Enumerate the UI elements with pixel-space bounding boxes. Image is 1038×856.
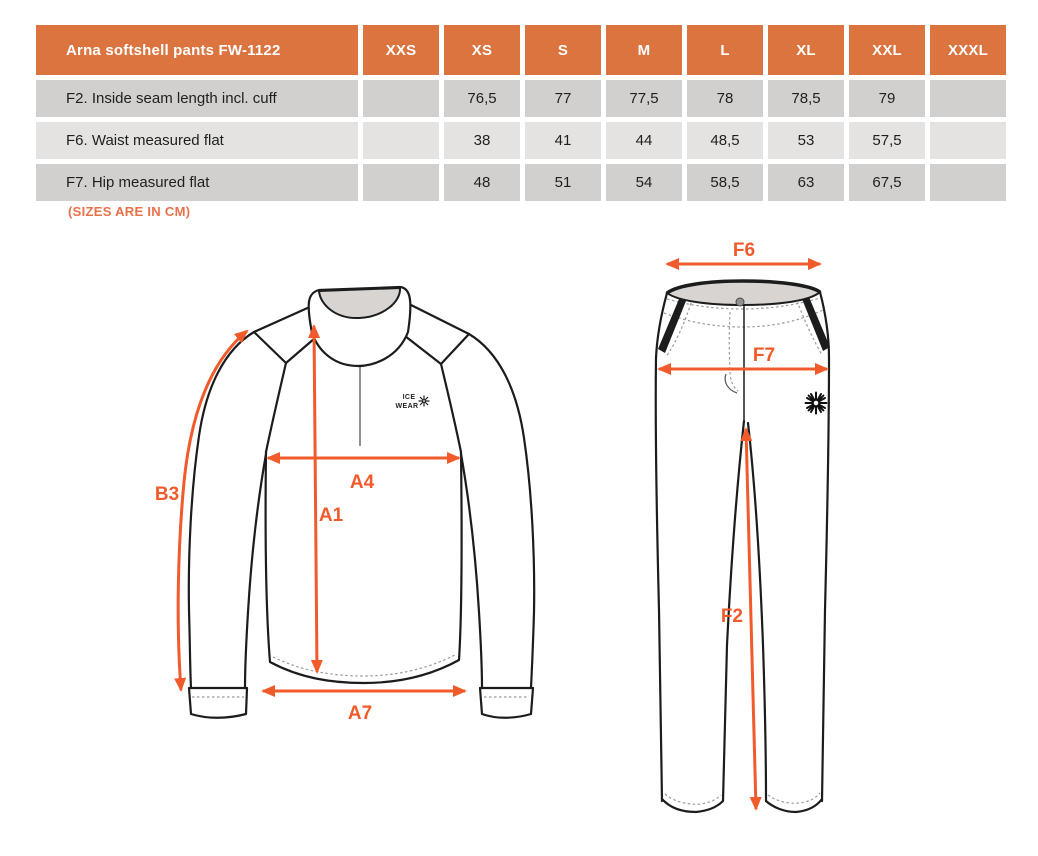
f6-label: F6 <box>732 240 756 261</box>
f2-measure-arrow <box>746 429 756 809</box>
table-cell: 48 <box>444 164 520 201</box>
size-header-s: S <box>525 25 601 75</box>
snowflake-icon <box>806 393 827 414</box>
icewear-logo-line2: WEAR <box>395 403 419 410</box>
b3-label: B3 <box>154 484 180 505</box>
table-cell: 44 <box>606 122 682 159</box>
table-cell: 76,5 <box>444 80 520 117</box>
table-cell: 51 <box>525 164 601 201</box>
jacket-right-shoulder-seam <box>405 303 469 364</box>
table-cell: 63 <box>768 164 844 201</box>
table-cell: 67,5 <box>849 164 925 201</box>
table-cell: 78 <box>687 80 763 117</box>
jacket-right-cuff <box>480 688 533 718</box>
table-cell <box>930 164 1006 201</box>
jacket-hem-stitch <box>273 655 455 676</box>
f7-label: F7 <box>752 345 776 366</box>
pants-left-hem <box>662 799 723 812</box>
table-cell <box>363 122 439 159</box>
jacket-right-sleeve-inner <box>461 454 482 688</box>
f2-label: F2 <box>720 606 743 627</box>
left-pocket-trim <box>658 299 686 353</box>
right-pocket-stitch <box>797 301 822 355</box>
pants-right-inseam <box>748 423 766 801</box>
waistband-stitch-top <box>667 298 820 309</box>
pants-drawing <box>656 240 830 812</box>
size-header-xxxl: XXXL <box>930 25 1006 75</box>
pants-right-hem-stitch <box>768 793 820 803</box>
table-cell <box>930 122 1006 159</box>
pants-left-inseam <box>720 421 744 801</box>
jacket-left-shoulder-seam <box>254 306 315 363</box>
table-product-header: Arna softshell pants FW-1122 <box>36 25 358 75</box>
jacket-left-cuff <box>189 688 247 718</box>
table-cell: 77,5 <box>606 80 682 117</box>
waistband-stitch-bottom <box>664 310 823 327</box>
pants-right-hem <box>766 799 822 812</box>
waist-opening <box>667 281 820 305</box>
table-cell: 48,5 <box>687 122 763 159</box>
pants-left-outer <box>656 293 667 801</box>
a1-label: A1 <box>318 505 344 526</box>
table-cell: 58,5 <box>687 164 763 201</box>
row-label-f6: F6. Waist measured flat <box>36 122 358 159</box>
size-header-xl: XL <box>768 25 844 75</box>
row-label-f7: F7. Hip measured flat <box>36 164 358 201</box>
right-pocket-trim <box>802 297 830 351</box>
size-header-m: M <box>606 25 682 75</box>
table-cell: 38 <box>444 122 520 159</box>
jacket-left-sleeve <box>189 332 254 688</box>
a7-label: A7 <box>347 703 373 724</box>
waist-top-edge <box>667 281 820 293</box>
icewear-logo-line1: ICE <box>402 394 416 401</box>
collar-opening <box>319 288 400 318</box>
sizes-note: (SIZES ARE IN CM) <box>68 204 191 219</box>
table-cell: 53 <box>768 122 844 159</box>
table-cell: 78,5 <box>768 80 844 117</box>
pants-left-hem-stitch <box>665 794 721 804</box>
table-cell: 77 <box>525 80 601 117</box>
size-header-xxl: XXL <box>849 25 925 75</box>
table-cell <box>363 164 439 201</box>
table-cell <box>363 80 439 117</box>
table-cell: 41 <box>525 122 601 159</box>
jacket-right-sleeve <box>469 334 534 688</box>
table-cell: 57,5 <box>849 122 925 159</box>
jacket-body <box>266 452 462 683</box>
jacket-collar <box>309 287 411 366</box>
left-pocket-stitch <box>666 303 691 357</box>
a1-measure-arrow <box>314 326 317 672</box>
table-cell: 79 <box>849 80 925 117</box>
size-header-xxs: XXS <box>363 25 439 75</box>
pants-right-outer <box>820 292 829 801</box>
fly-stitch <box>729 312 738 391</box>
size-header-xs: XS <box>444 25 520 75</box>
table-cell <box>930 80 1006 117</box>
b3-measure-arrow <box>178 331 247 690</box>
row-label-f2: F2. Inside seam length incl. cuff <box>36 80 358 117</box>
jacket-left-sleeve-inner <box>245 454 266 688</box>
snowflake-icon <box>419 396 430 407</box>
size-header-l: L <box>687 25 763 75</box>
size-table <box>36 25 1006 201</box>
jacket-left-raglan-seam <box>266 363 286 452</box>
a4-label: A4 <box>349 472 375 493</box>
fly-flap <box>725 374 737 393</box>
jacket-drawing <box>155 287 534 724</box>
table-cell: 54 <box>606 164 682 201</box>
waist-button <box>736 298 744 306</box>
jacket-right-raglan-seam <box>441 364 461 452</box>
